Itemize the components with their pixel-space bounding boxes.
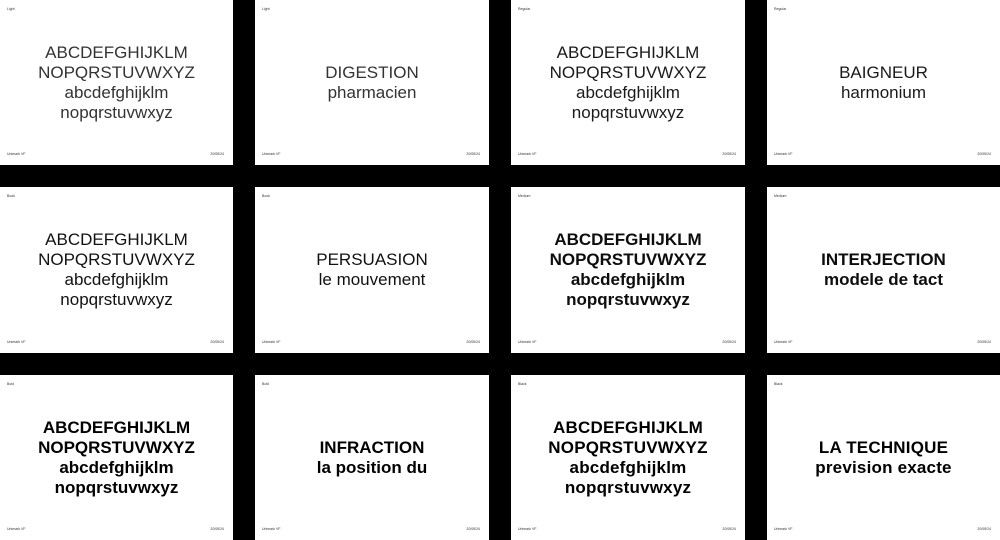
specimen-line: NOPQRSTUVWXYZ — [38, 250, 195, 269]
family-label: Unimark VF — [774, 340, 793, 344]
specimen-line: ABCDEFGHIJKLM — [45, 230, 188, 249]
specimen-line: INTERJECTION — [821, 250, 946, 269]
specimen-line: le mouvement — [318, 270, 426, 289]
specimen-line: LA TECHNIQUE — [818, 437, 949, 457]
specimen-line: nopqrstuvwxyz — [566, 290, 690, 309]
specimen-line: abcdefghijklm — [64, 270, 169, 289]
weight-label: Medium — [518, 194, 531, 198]
specimen-line: abcdefghijklm — [64, 82, 169, 102]
specimen-line: nopqrstuvwxyz — [571, 102, 685, 122]
weight-label: Light — [262, 7, 270, 11]
family-label: Unimark VF — [774, 152, 793, 156]
specimen-card-black-alphabet — [511, 375, 745, 540]
specimen-line: pharmacien — [327, 82, 417, 102]
date-code: 20/05/24 — [466, 152, 480, 156]
date-code: 20/05/24 — [722, 340, 736, 344]
specimen-line: abcdefghijklm — [59, 457, 174, 477]
specimen-line: BAIGNEUR — [839, 62, 928, 82]
specimen-text — [255, 0, 489, 165]
date-code: 20/05/24 — [210, 152, 224, 156]
specimen-line: ABCDEFGHIJKLM — [553, 417, 703, 437]
specimen-line: NOPQRSTUVWXYZ — [549, 250, 707, 269]
specimen-line: abcdefghijklm — [569, 457, 687, 477]
date-code: 20/05/24 — [722, 527, 736, 531]
date-code: 20/05/24 — [210, 527, 224, 531]
family-label: Unimark VF — [774, 527, 793, 531]
specimen-line: NOPQRSTUVWXYZ — [548, 437, 708, 457]
weight-label: Book — [7, 194, 15, 198]
specimen-text — [0, 375, 233, 540]
date-code: 20/05/24 — [977, 527, 991, 531]
specimen-line: NOPQRSTUVWXYZ — [38, 62, 195, 82]
date-code: 20/05/24 — [466, 527, 480, 531]
specimen-text — [767, 0, 1000, 165]
weight-label: Light — [7, 7, 15, 11]
specimen-text — [255, 187, 489, 353]
specimen-line: modele de tact — [823, 270, 944, 289]
specimen-line: ABCDEFGHIJKLM — [42, 417, 191, 437]
date-code: 20/05/24 — [210, 340, 224, 344]
weight-label: Bold — [262, 382, 270, 386]
family-label: Unimark VF — [262, 527, 281, 531]
family-label: Unimark VF — [7, 152, 26, 156]
specimen-line: la position du — [316, 457, 428, 477]
weight-label: Medium — [774, 194, 787, 198]
specimen-text — [0, 187, 233, 353]
specimen-line: NOPQRSTUVWXYZ — [549, 62, 707, 82]
specimen-text — [0, 0, 233, 165]
specimen-text — [511, 0, 745, 165]
specimen-line: ABCDEFGHIJKLM — [556, 42, 700, 62]
specimen-card-medium-words — [767, 187, 1000, 353]
specimen-text — [255, 375, 489, 540]
specimen-line: prevision exacte — [815, 457, 952, 477]
specimen-line: PERSUASION — [316, 250, 428, 269]
family-label: Unimark VF — [7, 527, 26, 531]
specimen-line: INFRACTION — [319, 437, 425, 457]
family-label: Unimark VF — [518, 152, 537, 156]
specimen-line: ABCDEFGHIJKLM — [45, 42, 188, 62]
specimen-line: nopqrstuvwxyz — [564, 477, 692, 497]
specimen-card-black-words — [767, 375, 1000, 540]
family-label: Unimark VF — [7, 340, 26, 344]
weight-label: Black — [518, 382, 527, 386]
specimen-card-regular-words — [767, 0, 1000, 165]
specimen-card-medium-alphabet — [511, 187, 745, 353]
specimen-line: DIGESTION — [325, 62, 419, 82]
specimen-text — [767, 375, 1000, 540]
specimen-line: nopqrstuvwxyz — [60, 102, 173, 122]
family-label: Unimark VF — [518, 527, 537, 531]
specimen-line: abcdefghijklm — [576, 82, 680, 102]
specimen-text — [767, 187, 1000, 353]
specimen-text — [511, 375, 745, 540]
specimen-card-bold-words — [255, 375, 489, 540]
specimen-line: nopqrstuvwxyz — [54, 477, 179, 497]
specimen-line: NOPQRSTUVWXYZ — [38, 437, 195, 457]
specimen-line: abcdefghijklm — [570, 270, 686, 289]
specimen-card-book-words — [255, 187, 489, 353]
specimen-card-regular-alphabet — [511, 0, 745, 165]
weight-label: Book — [262, 194, 270, 198]
date-code: 20/05/24 — [977, 340, 991, 344]
family-label: Unimark VF — [262, 152, 281, 156]
specimen-line: ABCDEFGHIJKLM — [554, 230, 702, 249]
weight-label: Black — [774, 382, 783, 386]
weight-label: Regular — [518, 7, 531, 11]
family-label: Unimark VF — [518, 340, 537, 344]
specimen-text — [511, 187, 745, 353]
specimen-card-bold-alphabet — [0, 375, 233, 540]
specimen-card-light-alphabet — [0, 0, 233, 165]
date-code: 20/05/24 — [466, 340, 480, 344]
specimen-line: nopqrstuvwxyz — [60, 290, 173, 309]
specimen-card-book-alphabet — [0, 187, 233, 353]
date-code: 20/05/24 — [977, 152, 991, 156]
specimen-line: harmonium — [840, 82, 927, 102]
family-label: Unimark VF — [262, 340, 281, 344]
weight-label: Bold — [7, 382, 15, 386]
weight-label: Regular — [774, 7, 787, 11]
date-code: 20/05/24 — [722, 152, 736, 156]
specimen-card-light-words — [255, 0, 489, 165]
